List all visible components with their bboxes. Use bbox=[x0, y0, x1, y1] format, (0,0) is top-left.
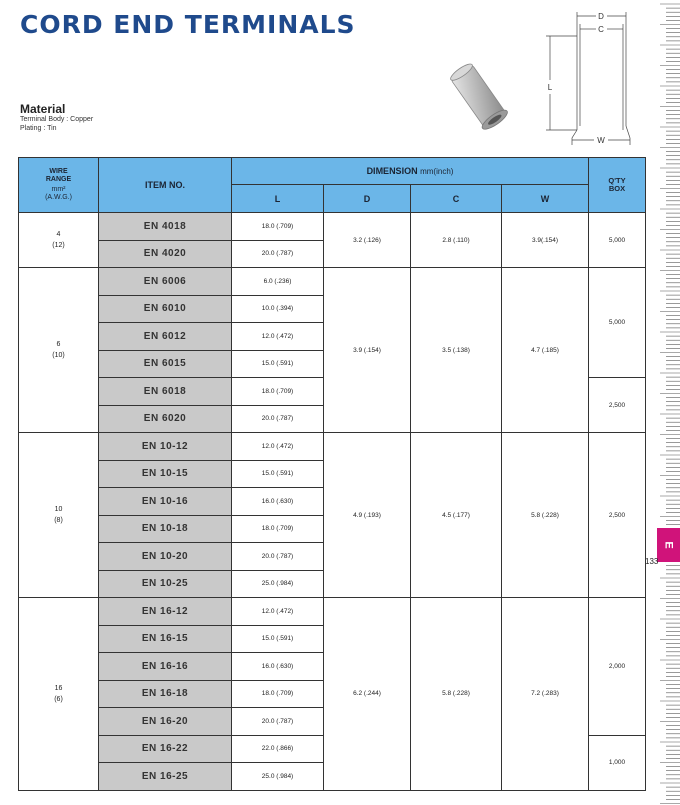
header-qty-box: Q'TY BOX bbox=[589, 158, 646, 213]
item-no-cell: EN 4020 bbox=[99, 240, 232, 268]
length-cell: 18.0 (.709) bbox=[232, 515, 324, 543]
length-cell: 18.0 (.709) bbox=[232, 213, 324, 241]
drawing-label-c: C bbox=[598, 25, 604, 34]
material-plating: Plating : Tin bbox=[20, 124, 57, 132]
header-dimension-label: DIMENSION bbox=[366, 166, 418, 176]
length-cell: 20.0 (.787) bbox=[232, 240, 324, 268]
length-cell: 12.0 (.472) bbox=[232, 598, 324, 626]
drawing-label-w: W bbox=[597, 136, 605, 145]
dim-d-cell: 4.9 (.193) bbox=[324, 433, 411, 598]
drawing-label-l: L bbox=[547, 83, 553, 92]
item-no-cell: EN 4018 bbox=[99, 213, 232, 241]
dim-w-cell: 7.2 (.283) bbox=[502, 598, 589, 791]
dim-c-cell: 5.8 (.228) bbox=[411, 598, 502, 791]
length-cell: 15.0 (.591) bbox=[232, 350, 324, 378]
item-no-cell: EN 6012 bbox=[99, 323, 232, 351]
length-cell: 18.0 (.709) bbox=[232, 680, 324, 708]
section-tab-letter: E bbox=[662, 541, 675, 549]
section-tab bbox=[657, 528, 680, 562]
drawing-label-d: D bbox=[598, 12, 604, 21]
wire-range-cell: 16 (6) bbox=[19, 598, 99, 791]
item-no-cell: EN 10-16 bbox=[99, 488, 232, 516]
material-body: Terminal Body : Copper bbox=[20, 116, 94, 124]
wire-range-cell: 4 (12) bbox=[19, 213, 99, 268]
item-no-cell: EN 16-16 bbox=[99, 653, 232, 681]
dim-d-cell: 3.9 (.154) bbox=[324, 268, 411, 433]
table-row bbox=[19, 213, 646, 241]
page-edge-ruler bbox=[656, 0, 680, 805]
dim-w-cell: 3.9(.154) bbox=[502, 213, 589, 268]
item-no-cell: EN 16-20 bbox=[99, 708, 232, 736]
length-cell: 12.0 (.472) bbox=[232, 323, 324, 351]
item-no-cell: EN 16-12 bbox=[99, 598, 232, 626]
length-cell: 15.0 (.591) bbox=[232, 625, 324, 653]
material-info bbox=[20, 102, 93, 133]
table-row bbox=[19, 433, 646, 461]
item-no-cell: EN 10-18 bbox=[99, 515, 232, 543]
table-row bbox=[19, 268, 646, 296]
qty-cell: 5,000 bbox=[589, 268, 646, 378]
terminal-photo bbox=[450, 60, 512, 140]
length-cell: 25.0 (.984) bbox=[232, 570, 324, 598]
material-heading: Material bbox=[20, 102, 66, 116]
header-item-no: ITEM NO. bbox=[99, 158, 232, 213]
length-cell: 18.0 (.709) bbox=[232, 378, 324, 406]
qty-cell: 1,000 bbox=[589, 735, 646, 790]
dim-w-cell: 4.7 (.185) bbox=[502, 268, 589, 433]
dim-c-cell: 4.5 (.177) bbox=[411, 433, 502, 598]
item-no-cell: EN 16-25 bbox=[99, 763, 232, 791]
header-col-d: D bbox=[324, 185, 411, 213]
item-no-cell: EN 6015 bbox=[99, 350, 232, 378]
wire-range-cell: 10 (8) bbox=[19, 433, 99, 598]
dim-c-cell: 2.8 (.110) bbox=[411, 213, 502, 268]
header-dimension-unit: mm(inch) bbox=[420, 167, 454, 176]
length-cell: 12.0 (.472) bbox=[232, 433, 324, 461]
dim-d-cell: 3.2 (.126) bbox=[324, 213, 411, 268]
length-cell: 6.0 (.236) bbox=[232, 268, 324, 296]
length-cell: 22.0 (.866) bbox=[232, 735, 324, 763]
header-wire-awg: (A.W.G.) bbox=[45, 194, 72, 202]
length-cell: 15.0 (.591) bbox=[232, 460, 324, 488]
header-wire-range-label: WIRE RANGE bbox=[45, 167, 72, 183]
item-no-cell: EN 10-12 bbox=[99, 433, 232, 461]
length-cell: 16.0 (.630) bbox=[232, 488, 324, 516]
wire-range-cell: 6 (10) bbox=[19, 268, 99, 433]
table-row bbox=[19, 598, 646, 626]
length-cell: 25.0 (.984) bbox=[232, 763, 324, 791]
item-no-cell: EN 16-15 bbox=[99, 625, 232, 653]
dim-c-cell: 3.5 (.138) bbox=[411, 268, 502, 433]
length-cell: 20.0 (.787) bbox=[232, 405, 324, 433]
length-cell: 20.0 (.787) bbox=[232, 543, 324, 571]
spec-table bbox=[18, 157, 646, 791]
header-col-l: L bbox=[232, 185, 324, 213]
header-dimension bbox=[232, 158, 589, 185]
dimension-drawing bbox=[540, 10, 640, 150]
item-no-cell: EN 6018 bbox=[99, 378, 232, 406]
item-no-cell: EN 6006 bbox=[99, 268, 232, 296]
item-no-cell: EN 10-25 bbox=[99, 570, 232, 598]
dim-w-cell: 5.8 (.228) bbox=[502, 433, 589, 598]
header-col-c: C bbox=[411, 185, 502, 213]
item-no-cell: EN 16-18 bbox=[99, 680, 232, 708]
length-cell: 20.0 (.787) bbox=[232, 708, 324, 736]
qty-cell: 2,500 bbox=[589, 433, 646, 598]
qty-cell: 2,500 bbox=[589, 378, 646, 433]
page-title: CORD END TERMINALS bbox=[20, 10, 356, 39]
page-number: 133 bbox=[645, 557, 659, 566]
length-cell: 16.0 (.630) bbox=[232, 653, 324, 681]
dim-d-cell: 6.2 (.244) bbox=[324, 598, 411, 791]
qty-cell: 2,000 bbox=[589, 598, 646, 736]
header-col-w: W bbox=[502, 185, 589, 213]
length-cell: 10.0 (.394) bbox=[232, 295, 324, 323]
header-wire-units: mm² bbox=[51, 186, 66, 193]
item-no-cell: EN 16-22 bbox=[99, 735, 232, 763]
qty-cell: 5,000 bbox=[589, 213, 646, 268]
header-wire-range bbox=[19, 158, 99, 213]
item-no-cell: EN 10-20 bbox=[99, 543, 232, 571]
item-no-cell: EN 6010 bbox=[99, 295, 232, 323]
item-no-cell: EN 10-15 bbox=[99, 460, 232, 488]
item-no-cell: EN 6020 bbox=[99, 405, 232, 433]
